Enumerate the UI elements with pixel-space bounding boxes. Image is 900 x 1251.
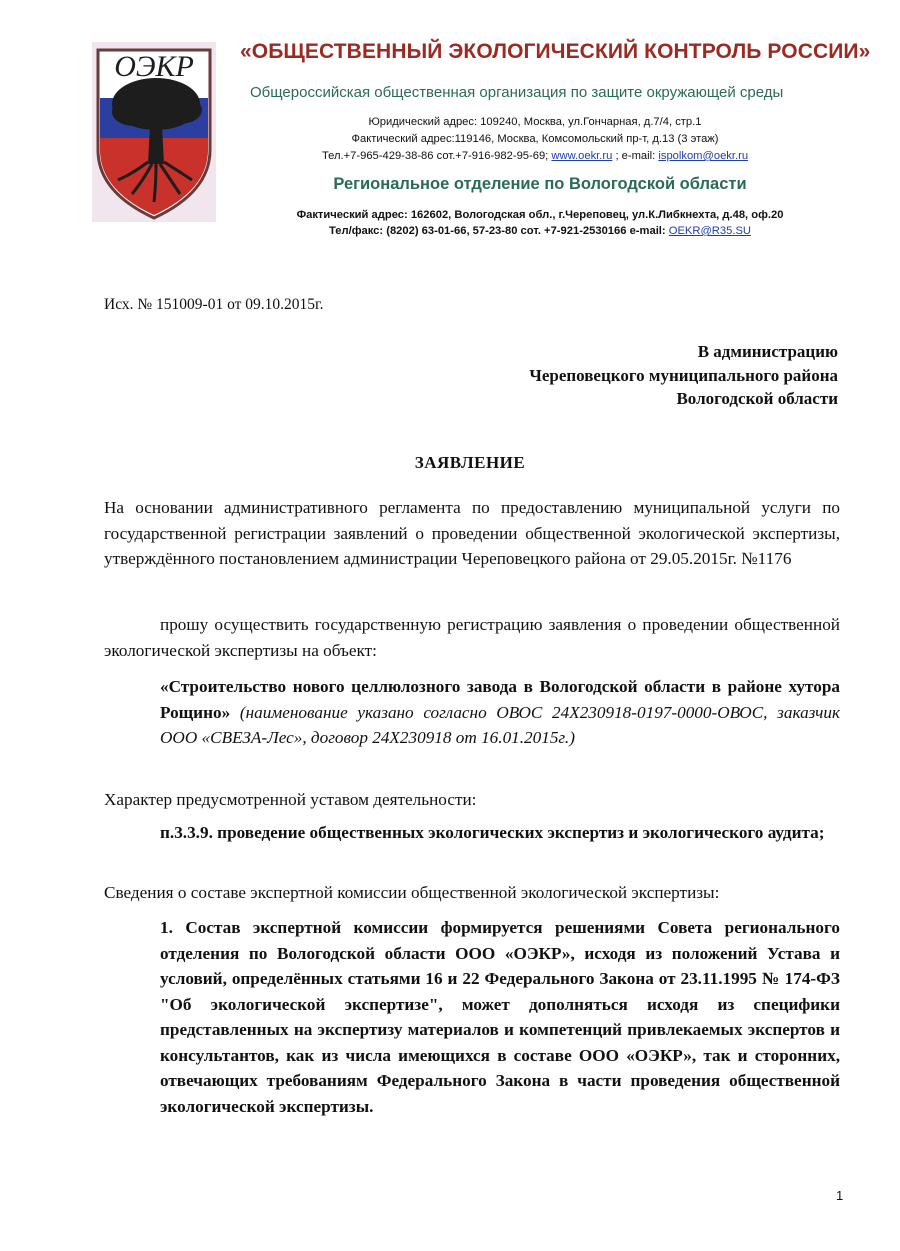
email-label: ; e-mail:: [612, 150, 659, 162]
logo-text: ОЭКР: [114, 50, 194, 83]
branch-title: Региональное отделение по Вологодской области: [333, 175, 747, 193]
email-link[interactable]: ispolkom@oekr.ru: [658, 150, 749, 162]
object-name: «Строительство нового целлюлозного завода в Вологодской области в районе хутора Рощино»: [160, 677, 840, 722]
recipient-block: [529, 340, 838, 411]
branch-contact-line: [240, 225, 840, 237]
recipient-line: В администрацию: [697, 342, 838, 361]
object-note: (наименование указано согласно ОВОС 24Х230918-0197-0000-ОВОС, заказчик ООО «СВЕЗА-Лес», договор 24Х230918 от 16.01.2015г.): [160, 702, 840, 747]
page-number: 1: [836, 1188, 844, 1203]
phones: Тел.+7-965-429-38-86 сот.+7-916-982-95-69;: [321, 150, 552, 162]
website-link[interactable]: www.oekr.ru: [551, 150, 613, 162]
org-subtitle: Общероссийская общественная организация по защите окружающей среды: [250, 84, 784, 101]
oekr-logo: [92, 42, 216, 222]
contact-line: [255, 150, 815, 162]
request-paragraph: прошу осуществить государственную регистрацию заявления о проведении общественной экологической экспертизы на объект:: [104, 615, 840, 660]
basis-paragraph: На основании административного регламента по предоставлению муниципальной услуги по государственной регистрации заявлений о проведении общественной экологической экспертизы, утверждённого постановлением администрации Череповецкого района от 29.05.2015г. №1176: [104, 498, 840, 568]
org-title: «ОБЩЕСТВЕННЫЙ ЭКОЛОГИЧЕСКИЙ КОНТРОЛЬ РОССИИ»: [240, 40, 871, 63]
actual-address: Фактический адрес:119146, Москва, Комсомольский пр-т, д.13 (3 этаж): [351, 133, 719, 145]
object-paragraph: [160, 674, 840, 751]
commission-paragraph: 1. Состав экспертной комиссии формируется решениями Совета регионального отделения по Вологодской области ООО «ОЭКР», исходя из положений Устава и условий, определённых статьями 16 и 22 Федерального Закона от 23.11.1995 № 174-ФЗ "Об экологической экспертизе", может дополняться исходя из специфики представленных на экспертизу материалов и компетенций привлекаемых экспертов и консультантов, как из числа имеющихся в составе ООО «ОЭКР», так и сторонних, отвечающих требованиям Федерального Закона в части проведения общественной экологической экспертизы.: [160, 918, 840, 1116]
legal-address: Юридический адрес: 109240, Москва, ул.Гончарная, д.7/4, стр.1: [368, 116, 702, 128]
character-label: Характер предусмотренной уставом деятельности:: [104, 790, 477, 809]
charter-clause: п.3.3.9. проведение общественных экологических экспертиз и экологического аудита;: [160, 823, 825, 842]
outgoing-number: Исх. № 151009-01 от 09.10.2015г.: [104, 296, 324, 313]
recipient-line: Череповецкого муниципального района: [529, 365, 838, 385]
branch-address: Фактический адрес: 162602, Вологодская обл., г.Череповец, ул.К.Либкнехта, д.48, оф.20: [296, 209, 784, 221]
branch-phones: Тел/факс: (8202) 63-01-66, 57-23-80 сот. +7-921-2530166 e-mail:: [328, 225, 669, 237]
experts-label: Сведения о составе экспертной комиссии общественной экологической экспертизы:: [104, 883, 720, 902]
recipient-line: Вологодской области: [676, 389, 838, 408]
branch-email-link[interactable]: OEKR@R35.SU: [668, 225, 751, 237]
document-title: ЗАЯВЛЕНИЕ: [414, 453, 526, 472]
